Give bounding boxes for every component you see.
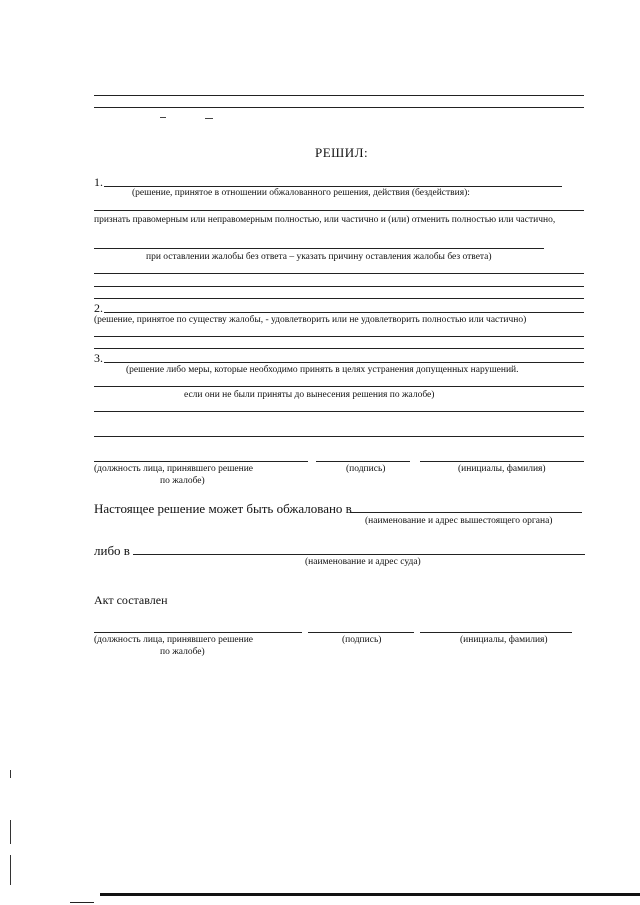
position-caption: (должность лица, принявшего решение <box>94 464 254 474</box>
answer-line <box>94 411 584 412</box>
answer-line <box>104 362 584 363</box>
scan-edge-mark <box>10 820 11 844</box>
act-position-caption: (должность лица, принявшего решение <box>94 635 254 645</box>
act-signature-caption: (подпись) <box>342 635 382 645</box>
answer-line <box>104 186 562 187</box>
answer-line <box>94 336 584 337</box>
signature-line-position <box>94 632 302 633</box>
answer-line <box>94 298 584 299</box>
position-caption-line-2: по жалобе) <box>160 476 205 486</box>
act-initials-caption: (инициалы, фамилия) <box>460 635 548 645</box>
item-3-caption-2: если они не были приняты до вынесения решения по жалобе) <box>184 390 435 400</box>
appeal-text: Настоящее решение может быть обжаловано в <box>94 501 352 516</box>
answer-line <box>94 348 584 349</box>
court-line <box>133 554 585 555</box>
court-caption: (наименование и адрес суда) <box>305 557 421 567</box>
scan-speck <box>160 117 166 118</box>
scan-bottom-edge-fragment <box>70 902 94 903</box>
page-title: РЕШИЛ: <box>315 145 369 160</box>
answer-line <box>94 210 584 211</box>
scan-bottom-edge <box>100 893 640 896</box>
item-1-caption-2: при оставлении жалобы без ответа – указать причину оставления жалобы без ответа) <box>146 252 492 262</box>
item-2-caption: (решение, принятое по существу жалобы, - удовлетворить или не удовлетворить полностью или частично) <box>94 315 527 325</box>
signature-line-position <box>94 461 308 462</box>
item-number-1: 1. <box>94 175 103 189</box>
signature-line-signature <box>308 632 414 633</box>
court-label: либо в <box>94 543 130 558</box>
item-number-3: 3. <box>94 351 103 365</box>
item-number-2: 2. <box>94 301 103 315</box>
scan-speck <box>205 118 213 119</box>
answer-line <box>94 436 584 437</box>
appeal-caption: (наименование и адрес вышестоящего органа) <box>365 516 553 526</box>
answer-line <box>94 386 584 387</box>
top-rule-2 <box>94 107 584 108</box>
signature-caption: (подпись) <box>346 464 386 474</box>
scan-edge-mark <box>10 770 11 778</box>
signature-line-signature <box>316 461 410 462</box>
scan-edge-mark <box>10 855 11 885</box>
item-1-options: признать правомерным или неправомерным полностью, или частично и (или) отменить полностью или частично, <box>94 215 556 225</box>
act-label: Акт составлен <box>94 593 168 607</box>
item-3-caption: (решение либо меры, которые необходимо принять в целях устранения допущенных нарушений. <box>126 365 519 375</box>
answer-line <box>94 286 584 287</box>
signature-line-initials <box>420 632 572 633</box>
initials-caption: (инициалы, фамилия) <box>458 464 546 474</box>
top-rule-1 <box>94 95 584 96</box>
answer-line <box>104 312 584 313</box>
appeal-line <box>350 512 582 513</box>
signature-line-initials <box>420 461 584 462</box>
act-position-caption-line-2: по жалобе) <box>160 647 205 657</box>
answer-line <box>94 248 544 249</box>
answer-line <box>94 273 584 274</box>
item-1-caption: (решение, принятое в отношении обжалованного решения, действия (бездействия): <box>132 188 470 198</box>
